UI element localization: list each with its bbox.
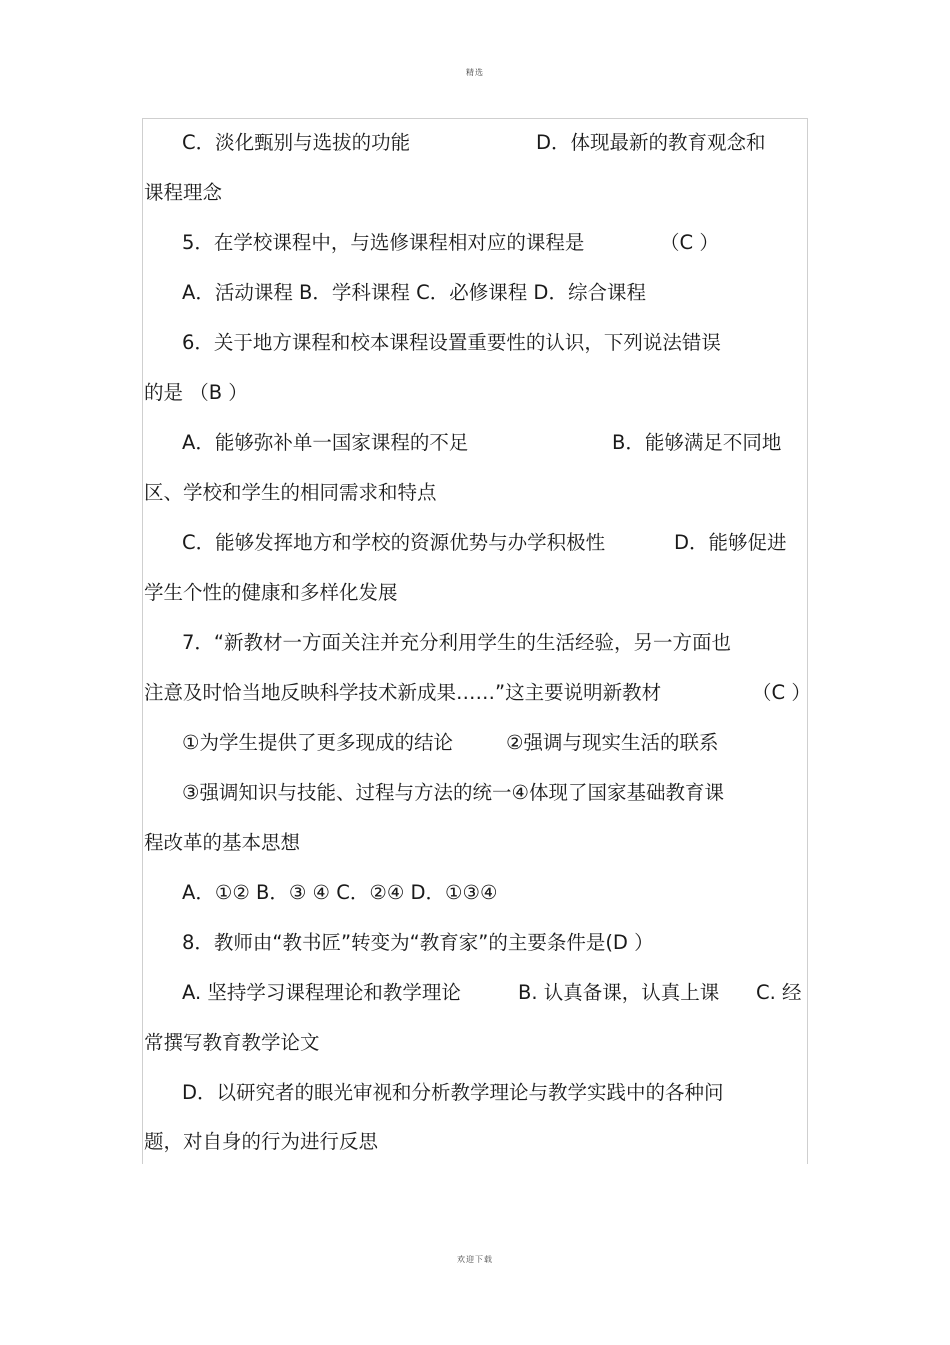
question-7-options: A．①② B．③ ④ C．②④ D．①③④ (182, 881, 498, 904)
question-8-option-c-continuation: 常撰写教育教学论文 (144, 1031, 320, 1054)
question-7-items-continuation: 程改革的基本思想 (144, 831, 301, 854)
option-d-line: D．体现最新的教育观念和 (536, 131, 766, 154)
question-7-answer: （C ） (752, 681, 811, 704)
question-6-option-b: B．能够满足不同地 (612, 431, 782, 454)
question-7-item-2: ②强调与现实生活的联系 (506, 731, 719, 754)
question-8-option-a: A. 坚持学习课程理论和教学理论 (182, 981, 461, 1004)
question-6-option-c: C．能够发挥地方和学校的资源优势与办学积极性 (182, 531, 606, 554)
option-d-continuation: 课程理念 (144, 181, 223, 204)
question-7-items-3-4: ③强调知识与技能、过程与方法的统一④体现了国家基础教育课 (182, 781, 724, 804)
option-c-line: C．淡化甄别与选拔的功能 (182, 131, 411, 154)
question-7-continuation: 注意及时恰当地反映科学技术新成果……”这主要说明新教材 (144, 681, 662, 704)
question-7: 7．“新教材一方面关注并充分利用学生的生活经验，另一方面也 (182, 631, 732, 654)
question-6-option-a: A．能够弥补单一国家课程的不足 (182, 431, 469, 454)
question-6-continuation: 的是 （B ） (144, 381, 248, 404)
question-8-option-d-continuation: 题，对自身的行为进行反思 (144, 1130, 379, 1153)
page-header: 精选 (466, 68, 484, 77)
question-5-options: A．活动课程 B．学科课程 C．必修课程 D．综合课程 (182, 281, 646, 304)
question-5: 5．在学校课程中，与选修课程相对应的课程是 (182, 231, 585, 254)
question-6-option-d-continuation: 学生个性的健康和多样化发展 (144, 581, 398, 604)
question-8-option-b: B. 认真备课，认真上课 (518, 981, 720, 1004)
question-6: 6．关于地方课程和校本课程设置重要性的认识，下列说法错误 (182, 331, 721, 354)
page-footer: 欢迎下载 (457, 1255, 493, 1264)
question-6-option-b-continuation: 区、学校和学生的相同需求和特点 (144, 481, 437, 504)
question-5-answer: （C ） (660, 231, 719, 254)
question-8-option-d: D．以研究者的眼光审视和分析教学理论与教学实践中的各种问 (182, 1081, 724, 1104)
question-6-option-d: D．能够促进 (674, 531, 787, 554)
question-8: 8．教师由“教书匠”转变为“教育家”的主要条件是(D ） (182, 931, 654, 954)
question-8-option-c: C. 经 (756, 981, 802, 1004)
question-7-item-1: ①为学生提供了更多现成的结论 (182, 731, 453, 754)
